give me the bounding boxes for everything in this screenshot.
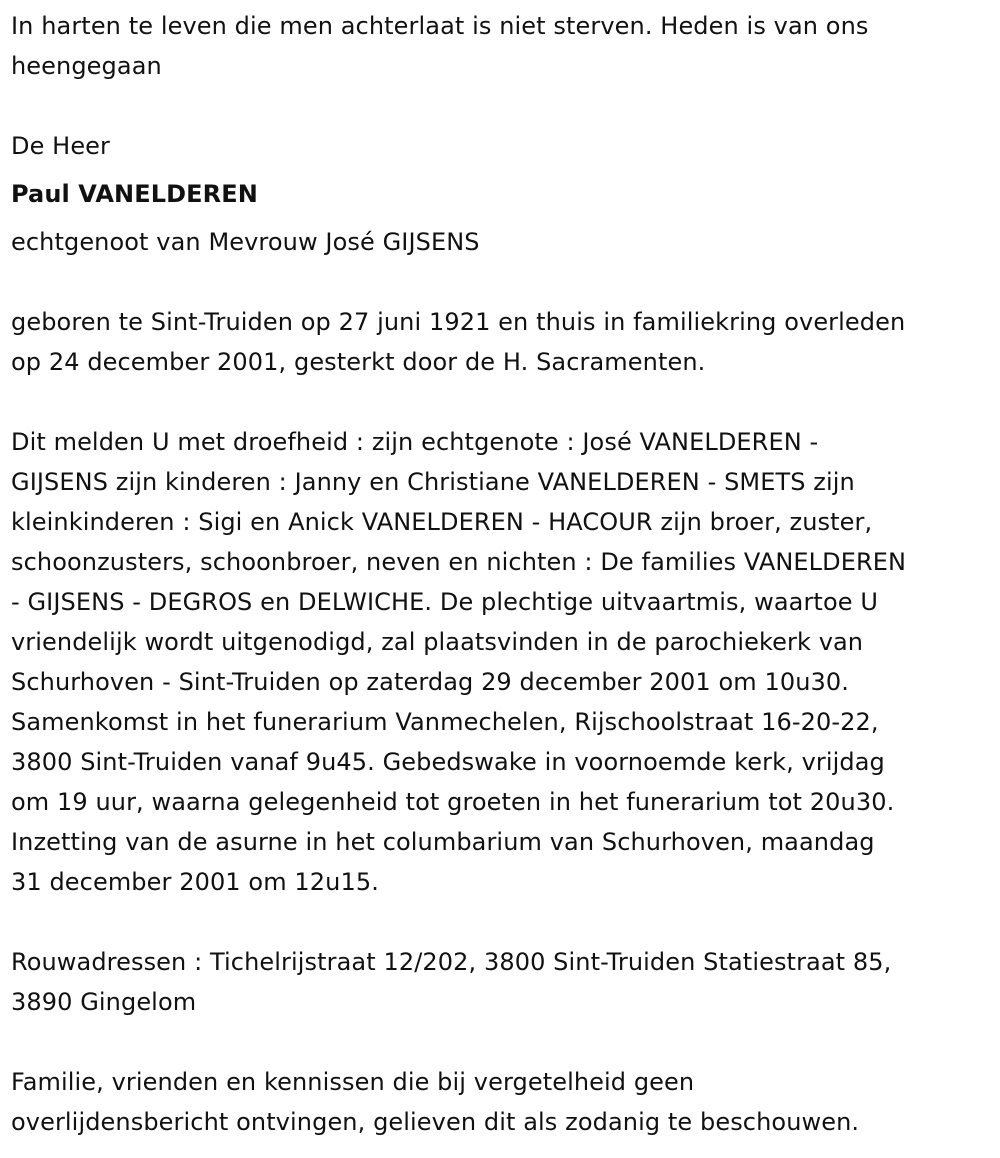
announcement-line: GIJSENS zijn kinderen : Janny en Christiane VANELDEREN - SMETS zijn <box>11 468 855 496</box>
addresses-line: 3890 Gingelom <box>11 988 197 1016</box>
announcement-line: - GIJSENS - DEGROS en DELWICHE. De plechtige uitvaartmis, waartoe U <box>11 588 878 616</box>
announcement-line: Dit melden U met droefheid : zijn echtgenote : José VANELDEREN - <box>11 428 819 456</box>
spouse-line: echtgenoot van Mevrouw José GIJSENS <box>11 228 480 256</box>
announcement-line: om 19 uur, waarna gelegenheid tot groeten in het funerarium tot 20u30. <box>11 788 895 816</box>
announcement-paragraph <box>11 422 906 902</box>
salutation: De Heer <box>11 132 111 160</box>
closing-line: Familie, vrienden en kennissen die bij vergetelheid geen <box>11 1068 695 1096</box>
announcement-line: 31 december 2001 om 12u15. <box>11 868 379 896</box>
deceased-name: Paul VANELDEREN <box>11 180 258 208</box>
intro-line: heengegaan <box>11 52 162 80</box>
announcement-line: 3800 Sint-Truiden vanaf 9u45. Gebedswake in voornoemde kerk, vrijdag <box>11 748 885 776</box>
announcement-line: schoonzusters, schoonbroer, neven en nichten : De families VANELDEREN <box>11 548 907 576</box>
birth-death-line: op 24 december 2001, gesterkt door de H. Sacramenten. <box>11 348 706 376</box>
addresses-line: Rouwadressen : Tichelrijstraat 12/202, 3800 Sint-Truiden Statiestraat 85, <box>11 948 892 976</box>
announcement-line: kleinkinderen : Sigi en Anick VANELDEREN - HACOUR zijn broer, zuster, <box>11 508 873 536</box>
intro-line: In harten te leven die men achterlaat is niet sterven. Heden is van ons <box>11 12 869 40</box>
closing-line: overlijdensbericht ontvingen, gelieven dit als zodanig te beschouwen. <box>11 1108 860 1136</box>
announcement-line: Schurhoven - Sint-Truiden op zaterdag 29 december 2001 om 10u30. <box>11 668 849 696</box>
announcement-line: vriendelijk wordt uitgenodigd, zal plaatsvinden in de parochiekerk van <box>11 628 864 656</box>
announcement-line: Inzetting van de asurne in het columbarium van Schurhoven, maandag <box>11 828 875 856</box>
closing-paragraph <box>11 1062 859 1142</box>
birth-death-paragraph <box>11 302 905 382</box>
intro-paragraph <box>11 6 869 86</box>
birth-death-line: geboren te Sint-Truiden op 27 juni 1921 en thuis in familiekring overleden <box>11 308 906 336</box>
announcement-line: Samenkomst in het funerarium Vanmechelen, Rijschoolstraat 16-20-22, <box>11 708 879 736</box>
addresses-paragraph <box>11 942 891 1022</box>
